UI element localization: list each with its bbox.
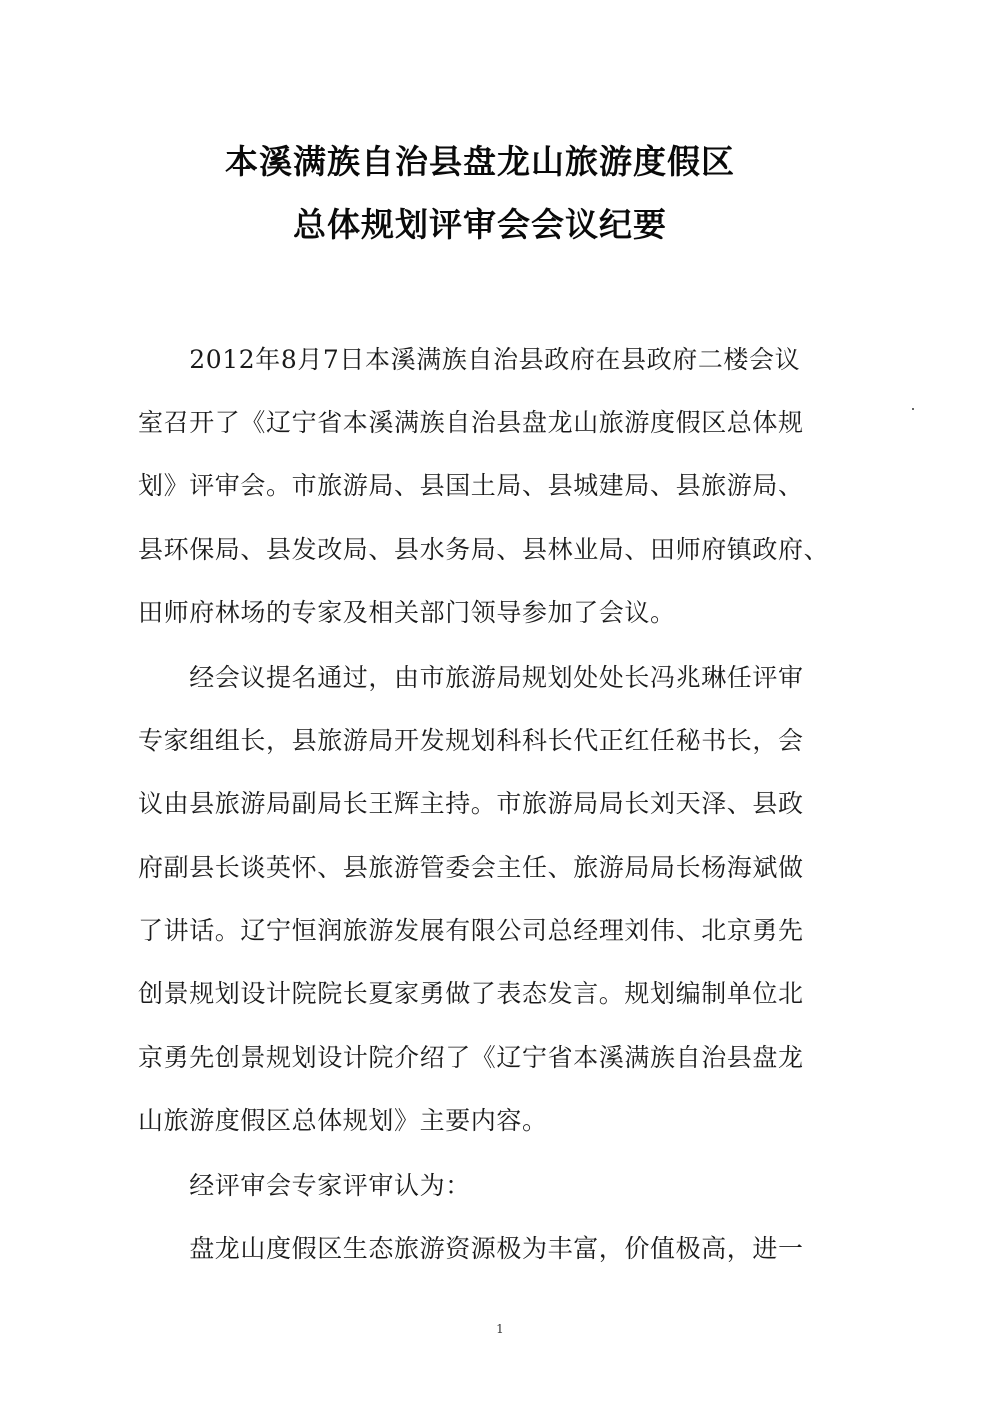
text-line: 划》评审会。市旅游局、县国土局、县城建局、县旅游局、 bbox=[138, 471, 804, 500]
text-line: 山旅游度假区总体规划》主要内容。 bbox=[138, 1106, 548, 1135]
text-line: 田师府林场的专家及相关部门领导参加了会议。 bbox=[138, 598, 676, 627]
page-number: 1 bbox=[496, 1322, 504, 1336]
document-title-line-2: 总体规划评审会会议纪要 bbox=[293, 205, 667, 244]
text-line: 室召开了《辽宁省本溪满族自治县盘龙山旅游度假区总体规 bbox=[138, 408, 804, 437]
text-line: 议由县旅游局副局长王辉主持。市旅游局局长刘天泽、县政 bbox=[138, 789, 804, 818]
text-line: 专家组组长，县旅游局开发规划科科长代正红任秘书长，会 bbox=[138, 726, 804, 755]
text-line: 经会议提名通过，由市旅游局规划处处长冯兆琳任评审 bbox=[138, 663, 804, 692]
text-line: 创景规划设计院院长夏家勇做了表态发言。规划编制单位北 bbox=[138, 979, 804, 1008]
document-title-line-1: 本溪满族自治县盘龙山旅游度假区 bbox=[225, 142, 735, 181]
text-line: 了讲话。辽宁恒润旅游发展有限公司总经理刘伟、北京勇先 bbox=[138, 916, 804, 945]
text-line: 府副县长谈英怀、县旅游管委会主任、旅游局局长杨海斌做 bbox=[138, 853, 804, 882]
text-line: 县环保局、县发改局、县水务局、县林业局、田师府镇政府、 bbox=[138, 535, 830, 564]
text-line: 2012年8月7日本溪满族自治县政府在县政府二楼会议 bbox=[138, 345, 801, 374]
text-line: 经评审会专家评审认为： bbox=[138, 1171, 471, 1200]
text-line: 盘龙山度假区生态旅游资源极为丰富，价值极高，进一 bbox=[138, 1234, 804, 1263]
text-line: 京勇先创景规划设计院介绍了《辽宁省本溪满族自治县盘龙 bbox=[138, 1043, 804, 1072]
scan-speck bbox=[912, 408, 914, 410]
